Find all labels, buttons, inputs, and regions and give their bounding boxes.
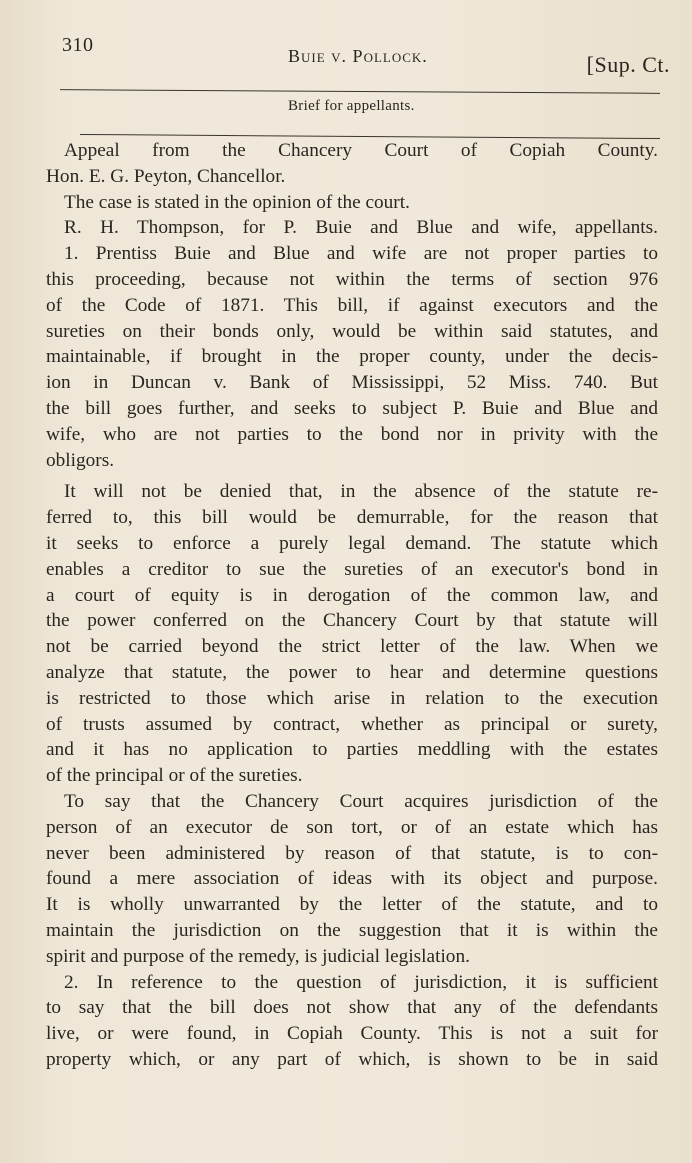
header-rule [60,89,660,94]
text-line: ferred to, this bill would be demurrable, for the reason that [46,507,658,529]
body-text [46,138,658,1073]
text-line: ion in Duncan v. Bank of Mississippi, 52 Miss. 740. But [46,372,658,394]
paragraph-case-stated [46,190,658,216]
text-line: to say that the bill does not show that any of the defendants [46,997,658,1019]
text-line: It will not be denied that, in the absence of the statute re- [64,481,658,503]
text-line: and it has no application to parties meddling with the estates [46,739,658,761]
text-line: it seeks to enforce a purely legal demand. The statute which [46,532,658,554]
text-line: Appeal from the Chancery Court of Copiah County. [64,140,658,161]
text-line: the bill goes further, and seeks to subject P. Buie and Blue and [46,397,658,419]
text-line: maintain the jurisdiction on the suggestion that it is within the [46,919,658,941]
text-line: maintainable, if brought in the proper county, under the decis- [46,346,658,368]
text-line: Hon. E. G. Peyton, Chancellor. [46,165,286,187]
text-line: this proceeding, because not within the terms of section 976 [46,268,658,290]
paragraph-demurrable [46,479,658,789]
text-line: found a mere association of ideas with its object and purpose. [46,868,658,890]
text-line: 2. In reference to the question of jurisdiction, it is sufficient [64,971,658,993]
paragraph-de-son-tort [46,789,658,970]
paragraph-point-1 [46,241,658,473]
text-line: a court of equity is in derogation of the common law, and [46,584,658,606]
text-line: R. H. Thompson, for P. Buie and Blue and wife, appellants. [64,217,658,239]
text-line: obligors. [46,449,115,471]
text-line: live, or were found, in Copiah County. This is not a suit for [46,1023,658,1045]
text-line: of trusts assumed by contract, whether as principal or surety, [46,713,658,735]
text-line: never been administered by reason of that statute, is to con- [46,842,658,864]
text-line: The case is stated in the opinion of the court. [64,191,410,213]
text-line: spirit and purpose of the remedy, is judicial legislation. [46,945,470,967]
text-line: is restricted to those which arise in relation to the execution [46,687,658,709]
text-line: of the Code of 1871. This bill, if against executors and the [46,294,658,316]
text-line: the power conferred on the Chancery Court by that statute will [46,610,658,632]
text-line: wife, who are not parties to the bond nor in privity with the [46,423,658,445]
text-line: enables a creditor to sue the sureties of an executor's bond in [46,558,658,580]
paragraph-counsel [46,215,658,241]
paragraph-appeal [46,138,658,190]
text-line: not be carried beyond the strict letter of the law. When we [46,636,658,658]
section-label: Brief for appellants. [288,98,415,114]
text-line: property which, or any part of which, is shown to be in said [46,1048,658,1070]
text-line: sureties on their bonds only, would be within said statutes, and [46,320,658,342]
page-header [60,30,672,77]
paragraph-point-2 [46,970,658,1073]
text-line: It is wholly unwarranted by the letter of the statute, and to [46,894,658,916]
court-reference: [Sup. Ct. [586,52,670,77]
text-line: person of an executor de son tort, or of an estate which has [46,816,658,838]
text-line: 1. Prentiss Buie and Blue and wife are not proper parties to [64,243,658,265]
page-number: 310 [62,34,94,56]
running-title: Buie v. Pollock. [288,46,428,66]
text-line: To say that the Chancery Court acquires jurisdiction of the [64,790,658,812]
text-line: of the principal or of the sureties. [46,765,303,787]
text-line: analyze that statute, the power to hear and determine questions [46,661,658,683]
